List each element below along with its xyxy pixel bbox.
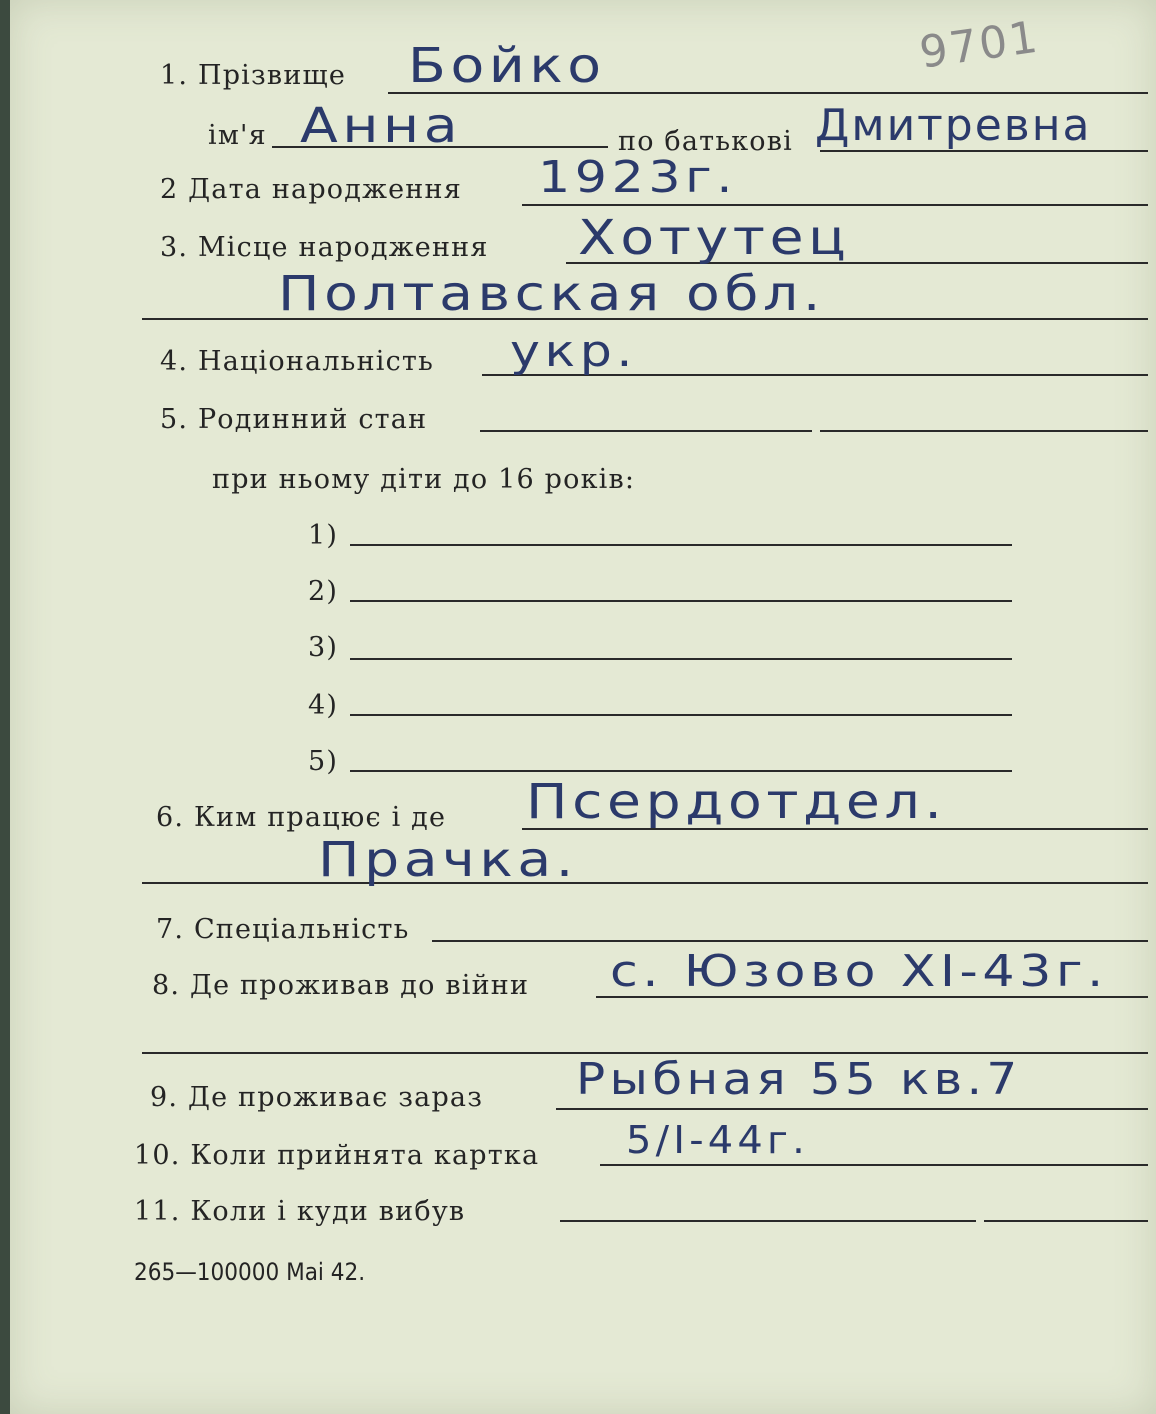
child-3-line [350, 658, 1012, 660]
child-5-line [350, 770, 1012, 772]
child-5-label: 5) [308, 746, 339, 777]
child-1-line [350, 544, 1012, 546]
nationality-label: 4. Національність [160, 346, 434, 377]
children-label: при ньому діти до 16 років: [212, 464, 636, 495]
work-value-1: Псердотдел. [526, 774, 947, 830]
child-4-line [350, 714, 1012, 716]
nationality-value: укр. [510, 326, 638, 377]
departed-label: 11. Коли і куди вибув [134, 1196, 466, 1227]
birth-date-value: 1923г. [538, 152, 738, 203]
child-4-label: 4) [308, 690, 339, 721]
first-name-value: Анна [300, 98, 463, 154]
departed-line-2 [984, 1220, 1148, 1222]
family-status-line-1 [480, 430, 812, 432]
work-line-2 [142, 882, 1148, 884]
birth-date-line [522, 204, 1148, 206]
child-3-label: 3) [308, 632, 339, 663]
work-value-2: Прачка. [318, 832, 578, 888]
birth-date-label: 2 Дата народження [160, 174, 462, 205]
first-name-label: ім'я [208, 120, 267, 151]
birth-place-value-1: Хотутец [578, 210, 851, 266]
card-accepted-value: 5/I-44г. [626, 1118, 810, 1162]
prewar-residence-label: 8. Де проживав до війни [152, 970, 530, 1001]
family-status-label: 5. Родинний стан [160, 404, 428, 435]
surname-label: 1. Прізвище [160, 60, 347, 91]
child-1-label: 1) [308, 520, 339, 551]
current-residence-value: Рыбная 55 кв.7 [576, 1054, 1022, 1105]
specialty-label: 7. Спеціальність [156, 914, 410, 945]
patronymic-value: Дмитревна [815, 100, 1092, 151]
child-2-label: 2) [308, 576, 339, 607]
card-accepted-line [600, 1164, 1148, 1166]
child-2-line [350, 600, 1012, 602]
departed-line-1 [560, 1220, 976, 1222]
current-residence-label: 9. Де проживає зараз [150, 1082, 484, 1113]
work-label: 6. Ким працює і де [156, 802, 447, 833]
specialty-line [432, 940, 1148, 942]
surname-value: Бойко [408, 38, 606, 94]
card-accepted-label: 10. Коли прийнята картка [134, 1140, 540, 1171]
patronymic-label: по батькові [618, 126, 793, 157]
birth-place-value-2: Полтавская обл. [278, 266, 825, 322]
registration-card [10, 0, 1156, 1414]
birth-place-label: 3. Місце народження [160, 232, 489, 263]
family-status-line-2 [820, 430, 1148, 432]
current-residence-line [556, 1108, 1148, 1110]
archive-number: 9701 [916, 11, 1043, 79]
print-info: 265—100000 Маі 42. [134, 1258, 366, 1286]
prewar-residence-value: с. Юзово XI-43г. [610, 946, 1108, 997]
